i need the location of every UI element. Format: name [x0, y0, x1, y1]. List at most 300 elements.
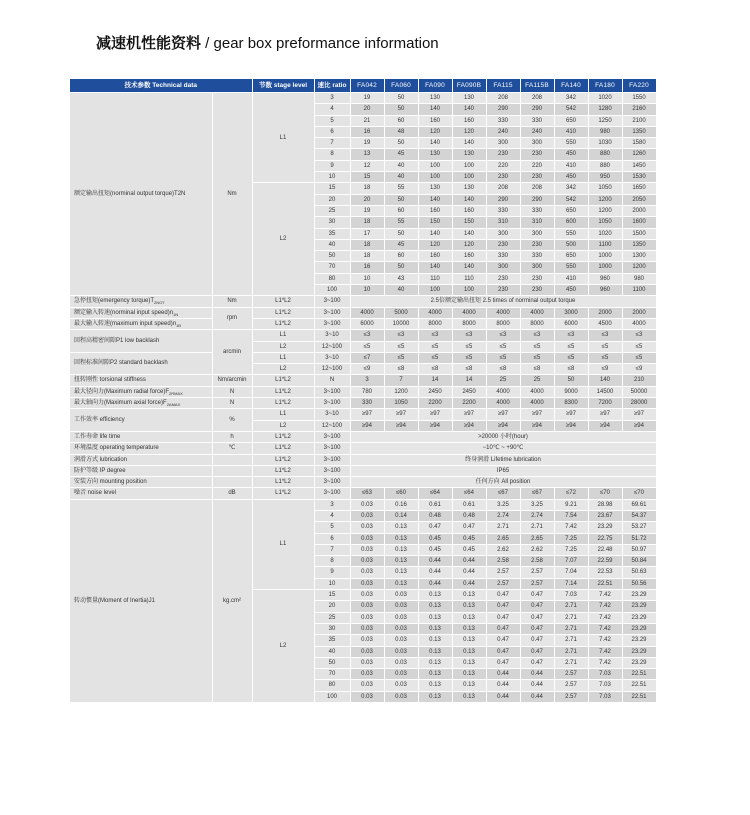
value-cell: 7.42 [588, 612, 622, 623]
value-cell: 15 [350, 172, 384, 183]
value-cell: ≥97 [384, 409, 418, 420]
value-cell: 0.03 [384, 691, 418, 702]
value-cell: 0.03 [350, 680, 384, 691]
value-cell: 1000 [588, 262, 622, 273]
value-cell: 880 [588, 160, 622, 171]
value-cell: 0.03 [350, 691, 384, 702]
torque-label: 额定输出扭矩(norminal output torque)T2N [70, 93, 212, 296]
misc-label: 安装方向 mounting position [70, 477, 212, 488]
misc-label: 润滑方式 lubrication [70, 454, 212, 465]
value-cell: 0.47 [486, 612, 520, 623]
table-row [70, 386, 656, 397]
value-cell: 28.98 [588, 499, 622, 510]
value-cell: 1500 [622, 228, 656, 239]
noise-stage: L1*L2 [252, 488, 314, 499]
value-cell: ≥94 [588, 420, 622, 431]
misc-ratio: 3~100 [314, 454, 350, 465]
ratio-cell: 50 [314, 657, 350, 668]
value-cell: ≥94 [622, 420, 656, 431]
value-cell: 0.44 [418, 567, 452, 578]
value-cell: 7.54 [554, 510, 588, 521]
value-cell: 120 [418, 126, 452, 137]
speed-label-subscript: 1N [173, 311, 179, 317]
value-cell: 0.44 [452, 578, 486, 589]
value-cell: ≤67 [520, 488, 554, 499]
value-cell: 0.03 [350, 578, 384, 589]
emergency-stage: L1*L2 [252, 296, 314, 307]
value-cell: 14 [452, 375, 486, 386]
value-cell: 230 [520, 172, 554, 183]
speed-ratio: 3~100 [314, 307, 350, 318]
value-cell: 0.13 [384, 567, 418, 578]
ratio-cell: 20 [314, 194, 350, 205]
value-cell: 0.13 [452, 635, 486, 646]
value-cell: 2.57 [520, 578, 554, 589]
value-cell: 8000 [520, 318, 554, 329]
stage-l1: L1 [252, 499, 314, 589]
value-cell: 0.47 [520, 657, 554, 668]
value-cell: 0.03 [350, 601, 384, 612]
value-cell: 22.59 [588, 556, 622, 567]
value-cell: 450 [554, 285, 588, 296]
value-cell: ≤5 [418, 341, 452, 352]
value-cell: 2000 [622, 205, 656, 216]
value-cell: ≥94 [520, 420, 554, 431]
value-cell: 330 [486, 205, 520, 216]
header-model: FA060 [384, 79, 418, 93]
value-cell: 0.13 [452, 669, 486, 680]
force-label [70, 386, 212, 397]
value-cell: 2200 [418, 398, 452, 409]
speed-stage: L1*L2 [252, 307, 314, 318]
value-cell: ≥94 [384, 420, 418, 431]
ratio-cell: 20 [314, 601, 350, 612]
value-cell: 0.03 [350, 533, 384, 544]
speed-label-text: 额定输入转速(norminal input speed)n [74, 309, 174, 316]
misc-unit: h [212, 431, 252, 442]
value-cell: 140 [418, 194, 452, 205]
value-cell: 54.37 [622, 510, 656, 521]
stiffness-label: 扭转刚性 torsional stiffness [70, 375, 212, 386]
header-model: FA115 [486, 79, 520, 93]
ratio-cell: 8 [314, 149, 350, 160]
stage-l1: L1 [252, 93, 314, 183]
value-cell: 550 [554, 262, 588, 273]
stage-l2: L2 [252, 590, 314, 703]
value-cell: 1200 [588, 205, 622, 216]
value-cell: 130 [418, 183, 452, 194]
value-cell: 342 [554, 93, 588, 104]
value-cell: 0.47 [520, 623, 554, 634]
value-cell: 1100 [588, 239, 622, 250]
table-row [70, 93, 656, 104]
value-cell: ≥97 [622, 409, 656, 420]
table-row [70, 488, 656, 499]
value-cell: 0.03 [384, 590, 418, 601]
header-model: FA180 [588, 79, 622, 93]
ratio-cell: 80 [314, 273, 350, 284]
force-label-text: 最大轴向力(Maximum axial force)F [74, 400, 167, 407]
value-cell: 0.47 [486, 635, 520, 646]
value-cell: ≤5 [520, 341, 554, 352]
speed-ratio: 3~100 [314, 318, 350, 329]
value-cell: ≤8 [520, 364, 554, 375]
value-cell: 25 [520, 375, 554, 386]
value-cell: 8000 [452, 318, 486, 329]
value-cell: 300 [486, 262, 520, 273]
table-row [70, 318, 656, 329]
value-cell: 0.61 [418, 499, 452, 510]
value-cell: 0.13 [452, 623, 486, 634]
value-cell: 300 [486, 138, 520, 149]
value-cell: 330 [520, 251, 554, 262]
value-cell: 0.03 [384, 669, 418, 680]
efficiency-stage: L1 [252, 409, 314, 420]
misc-stage: L1*L2 [252, 465, 314, 476]
value-cell: 230 [486, 273, 520, 284]
value-cell: 542 [554, 104, 588, 115]
value-cell: 880 [588, 149, 622, 160]
value-cell: 650 [554, 115, 588, 126]
value-cell: 60 [384, 251, 418, 262]
ratio-cell: 5 [314, 115, 350, 126]
value-cell: 50.84 [622, 556, 656, 567]
ratio-cell: 10 [314, 172, 350, 183]
value-cell: 0.03 [350, 646, 384, 657]
speed-unit: rpm [212, 307, 252, 330]
value-cell: 4000 [452, 307, 486, 318]
ratio-cell: 100 [314, 691, 350, 702]
value-cell: 2.58 [486, 556, 520, 567]
value-cell: ≤7 [350, 352, 384, 363]
ratio-cell: 7 [314, 544, 350, 555]
value-cell: 1250 [588, 115, 622, 126]
value-cell: 0.03 [350, 669, 384, 680]
value-cell: ≤5 [554, 341, 588, 352]
value-cell: ≤5 [520, 352, 554, 363]
value-cell: 550 [554, 138, 588, 149]
value-cell: ≤5 [418, 352, 452, 363]
value-cell: 550 [554, 228, 588, 239]
value-cell: 1200 [622, 262, 656, 273]
table-row [70, 431, 656, 442]
value-cell: 950 [588, 172, 622, 183]
value-cell: 0.03 [350, 612, 384, 623]
value-cell: 2000 [622, 307, 656, 318]
value-cell: 7.42 [588, 635, 622, 646]
value-cell: 650 [554, 205, 588, 216]
value-cell: 3.25 [486, 499, 520, 510]
value-cell: 0.47 [486, 646, 520, 657]
value-cell: 1300 [622, 251, 656, 262]
value-cell: 23.29 [622, 601, 656, 612]
value-cell: 0.03 [350, 544, 384, 555]
value-cell: 542 [554, 194, 588, 205]
stage-l2: L2 [252, 183, 314, 296]
value-cell: 20 [350, 194, 384, 205]
value-cell: 23.29 [622, 635, 656, 646]
value-cell: 120 [418, 239, 452, 250]
value-cell: 7.07 [554, 556, 588, 567]
value-cell: 0.13 [418, 623, 452, 634]
value-cell: 2.62 [520, 544, 554, 555]
value-cell: 0.16 [384, 499, 418, 510]
value-cell: 22.51 [588, 578, 622, 589]
value-cell: 3000 [554, 307, 588, 318]
value-cell: 410 [554, 273, 588, 284]
backlash-stage: L2 [252, 364, 314, 375]
value-cell: 208 [486, 183, 520, 194]
value-cell: 7.25 [554, 533, 588, 544]
value-cell: 2200 [452, 398, 486, 409]
value-cell: 220 [486, 160, 520, 171]
value-cell: 1650 [622, 183, 656, 194]
ratio-cell: 3 [314, 93, 350, 104]
value-cell: 310 [520, 217, 554, 228]
value-cell: 140 [418, 104, 452, 115]
value-cell: 25 [486, 375, 520, 386]
inertia-unit: kg.cm² [212, 499, 252, 702]
value-cell: ≤3 [486, 330, 520, 341]
value-cell: 1020 [588, 228, 622, 239]
ratio-cell: 30 [314, 217, 350, 228]
value-cell: 100 [418, 285, 452, 296]
inertia-label: 转动惯量(Moment of Inertia)J1 [70, 499, 212, 702]
value-cell: 0.47 [452, 522, 486, 533]
value-cell: 2.65 [486, 533, 520, 544]
value-cell: ≤5 [622, 341, 656, 352]
value-cell: 130 [452, 149, 486, 160]
value-cell: 130 [418, 93, 452, 104]
value-cell: 0.47 [486, 657, 520, 668]
value-cell: 23.29 [622, 646, 656, 657]
value-cell: 230 [520, 239, 554, 250]
value-cell: ≤8 [452, 364, 486, 375]
value-cell: 0.44 [486, 691, 520, 702]
value-cell: 290 [520, 194, 554, 205]
value-cell: 7.03 [588, 680, 622, 691]
force-unit: N [212, 386, 252, 397]
value-cell: 100 [418, 172, 452, 183]
value-cell: ≥94 [554, 420, 588, 431]
value-cell: 110 [418, 273, 452, 284]
misc-text: 终身润滑 Lifetime lubrication [350, 454, 656, 465]
value-cell: 50000 [622, 386, 656, 397]
header-ratio: 速比 ratio [314, 79, 350, 93]
value-cell: 19 [350, 205, 384, 216]
ratio-cell: 30 [314, 623, 350, 634]
value-cell: 50.97 [622, 544, 656, 555]
backlash-stage: L2 [252, 341, 314, 352]
value-cell: 0.13 [418, 612, 452, 623]
table-row [70, 443, 656, 454]
value-cell: 1600 [622, 217, 656, 228]
force-label-subscript: 2AMAX [166, 402, 181, 408]
value-cell: 23.29 [622, 623, 656, 634]
value-cell: 0.13 [452, 691, 486, 702]
value-cell: 2.57 [554, 691, 588, 702]
noise-unit: dB [212, 488, 252, 499]
value-cell: 4000 [486, 398, 520, 409]
value-cell: 0.03 [350, 522, 384, 533]
value-cell: 0.13 [418, 590, 452, 601]
value-cell: 18 [350, 239, 384, 250]
value-cell: 960 [588, 285, 622, 296]
ratio-cell: 70 [314, 262, 350, 273]
value-cell: 0.13 [418, 691, 452, 702]
value-cell: 330 [486, 115, 520, 126]
value-cell: 240 [486, 126, 520, 137]
value-cell: 1020 [588, 93, 622, 104]
value-cell: 6000 [554, 318, 588, 329]
value-cell: 40 [384, 285, 418, 296]
force-label [70, 398, 212, 409]
value-cell: 50 [554, 375, 588, 386]
value-cell: 7.04 [554, 567, 588, 578]
misc-unit [212, 465, 252, 476]
value-cell: 50.56 [622, 578, 656, 589]
value-cell: 0.45 [452, 544, 486, 555]
ratio-cell: 70 [314, 669, 350, 680]
value-cell: 4000 [418, 307, 452, 318]
table-row [70, 398, 656, 409]
value-cell: 23.29 [622, 612, 656, 623]
value-cell: ≤5 [384, 352, 418, 363]
misc-text: IP65 [350, 465, 656, 476]
value-cell: 0.13 [452, 612, 486, 623]
value-cell: 140 [418, 138, 452, 149]
value-cell: 2.71 [554, 612, 588, 623]
emergency-label [70, 296, 212, 307]
misc-ratio: 3~100 [314, 431, 350, 442]
value-cell: 2.57 [554, 669, 588, 680]
value-cell: 0.13 [384, 578, 418, 589]
value-cell: 2.71 [554, 646, 588, 657]
value-cell: 0.13 [452, 601, 486, 612]
misc-unit [212, 477, 252, 488]
value-cell: 16 [350, 126, 384, 137]
value-cell: 310 [486, 217, 520, 228]
value-cell: 14 [418, 375, 452, 386]
misc-label: 工作寿命 life time [70, 431, 212, 442]
value-cell: ≥94 [452, 420, 486, 431]
value-cell: 0.13 [384, 522, 418, 533]
value-cell: 330 [520, 205, 554, 216]
force-unit: N [212, 398, 252, 409]
value-cell: 0.03 [350, 510, 384, 521]
header-model: FA140 [554, 79, 588, 93]
value-cell: ≥97 [418, 409, 452, 420]
misc-unit: ℃ [212, 443, 252, 454]
value-cell: 1200 [588, 194, 622, 205]
header-model: FA115B [520, 79, 554, 93]
speed-stage: L1*L2 [252, 318, 314, 329]
value-cell: 0.03 [384, 612, 418, 623]
value-cell: 7.42 [554, 522, 588, 533]
value-cell: 960 [588, 273, 622, 284]
page-title-chinese: 减速机性能资料 [96, 35, 202, 52]
spec-table [70, 79, 657, 703]
value-cell: 150 [418, 217, 452, 228]
value-cell: 290 [486, 104, 520, 115]
value-cell: 9000 [554, 386, 588, 397]
value-cell: 208 [486, 93, 520, 104]
value-cell: 0.03 [350, 623, 384, 634]
value-cell: 160 [452, 205, 486, 216]
value-cell: 2450 [418, 386, 452, 397]
table-row [70, 454, 656, 465]
value-cell: 4000 [486, 307, 520, 318]
value-cell: 0.03 [384, 623, 418, 634]
value-cell: ≤5 [486, 352, 520, 363]
ratio-cell: 35 [314, 635, 350, 646]
ratio-cell: 7 [314, 138, 350, 149]
ratio-cell: 6 [314, 533, 350, 544]
noise-ratio: 3~100 [314, 488, 350, 499]
force-ratio: 3~100 [314, 386, 350, 397]
value-cell: 22.51 [622, 680, 656, 691]
ratio-cell: 15 [314, 183, 350, 194]
value-cell: 0.13 [418, 680, 452, 691]
torque-unit: Nm [212, 93, 252, 296]
value-cell: 0.47 [520, 601, 554, 612]
value-cell: 2000 [588, 307, 622, 318]
value-cell: 0.03 [384, 601, 418, 612]
value-cell: 2.57 [554, 680, 588, 691]
value-cell: 1050 [384, 398, 418, 409]
value-cell: ≤3 [452, 330, 486, 341]
value-cell: 240 [520, 126, 554, 137]
value-cell: 60 [384, 205, 418, 216]
value-cell: 18 [350, 251, 384, 262]
value-cell: 14500 [588, 386, 622, 397]
ratio-cell: 40 [314, 646, 350, 657]
value-cell: 40 [384, 160, 418, 171]
value-cell: 53.27 [622, 522, 656, 533]
value-cell: 1280 [588, 104, 622, 115]
value-cell: 140 [452, 262, 486, 273]
value-cell: 300 [520, 228, 554, 239]
ratio-cell: 9 [314, 567, 350, 578]
value-cell: 7.42 [588, 601, 622, 612]
table-row [70, 352, 656, 363]
value-cell: 0.44 [486, 680, 520, 691]
value-cell: 160 [452, 115, 486, 126]
misc-unit [212, 454, 252, 465]
value-cell: 2.71 [554, 623, 588, 634]
backlash-unit: arcmin [212, 330, 252, 375]
value-cell: ≤3 [520, 330, 554, 341]
value-cell: 0.03 [350, 567, 384, 578]
value-cell: 1200 [384, 386, 418, 397]
emergency-label-subscript: 2NOT [154, 300, 165, 306]
misc-stage: L1*L2 [252, 454, 314, 465]
value-cell: 7.42 [588, 657, 622, 668]
value-cell: 0.13 [384, 544, 418, 555]
value-cell: 0.44 [520, 669, 554, 680]
value-cell: 50 [384, 262, 418, 273]
value-cell: 1050 [588, 217, 622, 228]
value-cell: ≥97 [520, 409, 554, 420]
value-cell: 1000 [588, 251, 622, 262]
value-cell: 0.03 [350, 635, 384, 646]
value-cell: 2.71 [520, 522, 554, 533]
value-cell: 100 [452, 172, 486, 183]
efficiency-label: 工作效率 efficiency [70, 409, 212, 432]
force-label-subscript: 2RMAX [169, 390, 183, 396]
value-cell: 55 [384, 217, 418, 228]
value-cell: 100 [452, 160, 486, 171]
